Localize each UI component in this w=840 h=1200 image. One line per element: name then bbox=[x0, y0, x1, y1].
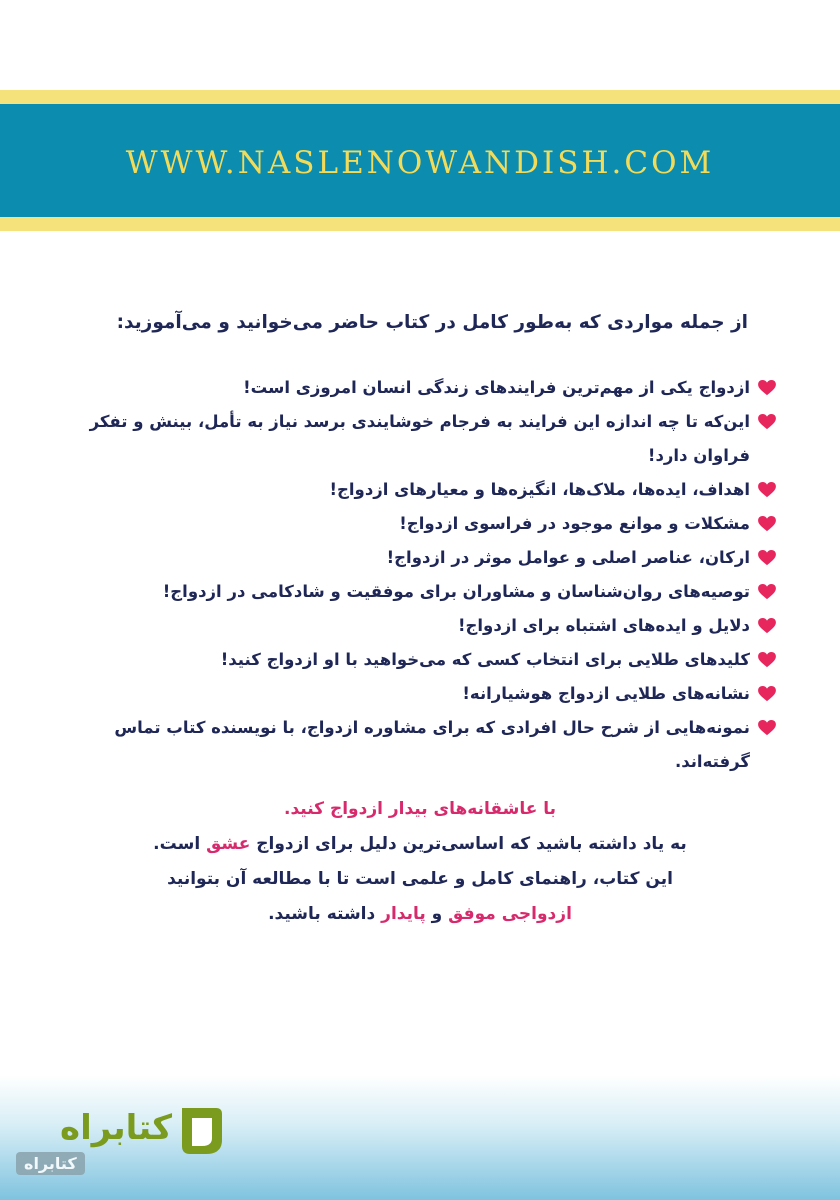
feature-list bbox=[56, 371, 776, 779]
heart-icon bbox=[758, 482, 776, 498]
heart-icon bbox=[758, 720, 776, 736]
list-item: ارکان، عناصر اصلی و عوامل موثر در ازدواج! bbox=[56, 541, 776, 575]
heart-icon bbox=[758, 550, 776, 566]
list-item: نمونه‌هایی از شرح حال افرادی که برای مشاوره ازدواج، با نویسنده کتاب تماس گرفته‌اند. bbox=[56, 711, 776, 779]
closing-headline: با عاشقانه‌های بیدار ازدواج کنید. bbox=[284, 799, 556, 819]
heart-icon bbox=[758, 584, 776, 600]
closing-line-2: این کتاب، راهنمای کامل و علمی است تا با مطالعه آن بتوانید bbox=[167, 869, 673, 889]
list-item: مشکلات و موانع موجود در فراسوی ازدواج! bbox=[56, 507, 776, 541]
heart-icon bbox=[758, 652, 776, 668]
highlight-lasting: پایدار bbox=[381, 904, 426, 924]
book-icon bbox=[176, 1104, 226, 1158]
list-item: این‌که تا چه اندازه این فرایند به فرجام خوشایندی برسد نیاز به تأمل، بینش و تفکر فراوان دارد! bbox=[56, 405, 776, 473]
highlight-successful: ازدواجی موفق bbox=[448, 904, 572, 924]
closing-line-3: ازدواجی موفق و پایدار داشته باشید. bbox=[268, 904, 572, 924]
highlight-love: عشق bbox=[206, 834, 251, 854]
top-yellow-stripe bbox=[0, 90, 840, 104]
ketabrah-logo bbox=[16, 1090, 226, 1190]
url-banner bbox=[0, 104, 840, 217]
list-item: نشانه‌های طلایی ازدواج هوشیارانه! bbox=[56, 677, 776, 711]
list-item: دلایل و ایده‌های اشتباه برای ازدواج! bbox=[56, 609, 776, 643]
heart-icon bbox=[758, 414, 776, 430]
logo-watermark-text: کتابراه bbox=[16, 1152, 85, 1175]
list-item: کلیدهای طلایی برای انتخاب کسی که می‌خواهید با او ازدواج کنید! bbox=[56, 643, 776, 677]
heart-icon bbox=[758, 516, 776, 532]
bottom-yellow-stripe bbox=[0, 217, 840, 231]
list-item: ازدواج یکی از مهم‌ترین فرایندهای زندگی انسان امروزی است! bbox=[56, 371, 776, 405]
list-item: توصیه‌های روان‌شناسان و مشاوران برای موفقیت و شادکامی در ازدواج! bbox=[56, 575, 776, 609]
closing-line-1: به یاد داشته باشید که اساسی‌ترین دلیل برای ازدواج عشق است. bbox=[153, 834, 687, 854]
heart-icon bbox=[758, 618, 776, 634]
list-item: اهداف، ایده‌ها، ملاک‌ها، انگیزه‌ها و معیارهای ازدواج! bbox=[56, 473, 776, 507]
heart-icon bbox=[758, 686, 776, 702]
logo-text: کتابراه bbox=[60, 1108, 173, 1148]
website-url: WWW.NASLENOWANDISH.COM bbox=[125, 144, 715, 181]
intro-heading: از جمله مواردی که به‌طور کامل در کتاب حاضر می‌خوانید و می‌آموزید: bbox=[116, 312, 748, 333]
closing-message bbox=[0, 792, 840, 932]
feature-list-section bbox=[56, 312, 776, 779]
heart-icon bbox=[758, 380, 776, 396]
